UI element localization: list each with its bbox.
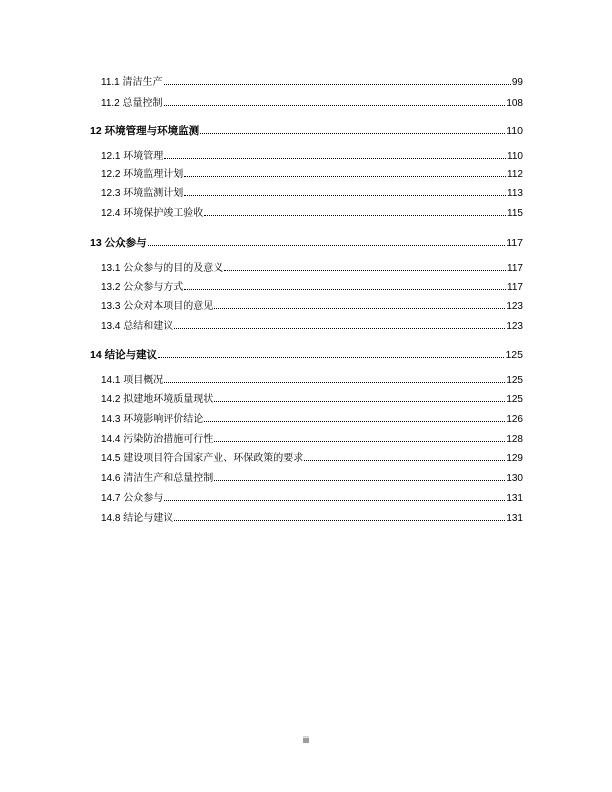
toc-leader-dots (214, 300, 505, 309)
toc-chapter-entry[interactable] (90, 236, 523, 250)
toc-leader-dots (174, 320, 505, 329)
toc-entry-label: 13.1 公众参与的目的及意义 (101, 263, 224, 274)
toc-entry-page: 117 (506, 237, 523, 249)
toc-section-entry[interactable] (101, 262, 523, 276)
toc-entry-label: 13.4 总结和建议 (101, 321, 174, 332)
toc-leader-dots (214, 433, 505, 442)
toc-leader-dots (204, 207, 506, 216)
toc-entry-label: 14.1 项目概况 (101, 375, 164, 386)
toc-entry-page: 113 (507, 188, 523, 199)
toc-entry-page: 125 (506, 375, 523, 386)
toc-entry-page: 123 (506, 301, 523, 312)
toc-section-entry[interactable] (101, 168, 523, 182)
toc-entry-label: 12.4 环境保护竣工验收 (101, 208, 204, 219)
toc-leader-dots (164, 374, 505, 383)
toc-entry-page: 126 (506, 414, 523, 425)
toc-entry-label: 14 结论与建议 (90, 349, 158, 361)
toc-entry-page: 115 (507, 208, 523, 219)
toc-chapter-entry[interactable] (90, 348, 523, 362)
toc-entry-label: 12 环境管理与环境监测 (90, 125, 200, 137)
toc-section-entry[interactable] (101, 150, 523, 164)
toc-leader-dots (184, 168, 506, 177)
toc-leader-dots (184, 187, 506, 196)
toc-entry-label: 12.2 环境监理计划 (101, 169, 184, 180)
toc-entry-label: 13 公众参与 (90, 237, 147, 249)
toc-leader-dots (158, 349, 504, 358)
toc-leader-dots (214, 393, 505, 402)
toc-entry-page: 110 (506, 125, 523, 137)
toc-section-entry[interactable] (101, 320, 523, 334)
toc-leader-dots (184, 281, 506, 290)
toc-chapter-entry[interactable] (90, 124, 523, 138)
toc-section-entry[interactable] (101, 300, 523, 314)
toc-entry-label: 14.7 公众参与 (101, 493, 164, 504)
toc-entry-page: 99 (511, 77, 523, 88)
toc-leader-dots (174, 512, 505, 521)
toc-entry-label: 14.5 建设项目符合国家产业、环保政策的要求 (101, 453, 304, 464)
toc-section-entry[interactable] (101, 374, 523, 388)
toc-leader-dots (200, 125, 505, 134)
toc-leader-dots (224, 262, 506, 271)
toc-entry-page: 125 (506, 394, 523, 405)
toc-entry-label: 14.2 拟建地环境质量现状 (101, 394, 214, 405)
toc-section-entry[interactable] (101, 472, 523, 486)
toc-entry-page: 131 (506, 513, 523, 524)
toc-entry-label: 13.3 公众对本项目的意见 (101, 301, 214, 312)
toc-section-entry[interactable] (101, 207, 523, 221)
toc-leader-dots (164, 150, 506, 159)
toc-entry-page: 110 (507, 151, 523, 162)
toc-leader-dots (164, 97, 506, 106)
toc-entry-page: 128 (506, 434, 523, 445)
toc-entry-label: 11.1 清洁生产 (101, 77, 163, 88)
toc-section-entry[interactable] (101, 512, 523, 526)
toc-entry-label: 12.3 环境监测计划 (101, 188, 184, 199)
toc-section-entry[interactable] (101, 452, 523, 466)
toc-leader-dots (148, 237, 506, 246)
toc-entry-page: 117 (507, 282, 523, 293)
toc-entry-label: 11.2 总量控制 (101, 98, 163, 109)
toc-entry-page: 125 (505, 349, 523, 361)
toc-entry-label: 12.1 环境管理 (101, 151, 164, 162)
toc-leader-dots (204, 413, 505, 422)
toc-leader-dots (214, 472, 505, 481)
toc-entry-page: 123 (506, 321, 523, 332)
toc-entry-label: 14.4 污染防治措施可行性 (101, 434, 214, 445)
toc-entry-label: 14.8 结论与建议 (101, 513, 174, 524)
toc-entry-label: 14.3 环境影响评价结论 (101, 414, 204, 425)
toc-entry-page: 112 (507, 169, 523, 180)
toc-section-entry[interactable] (101, 187, 523, 201)
toc-entry-page: 130 (506, 473, 523, 484)
toc-entry-label: 14.6 清洁生产和总量控制 (101, 473, 214, 484)
toc-section-entry[interactable] (101, 492, 523, 506)
toc-section-entry[interactable] (101, 433, 523, 447)
toc-section-entry[interactable] (101, 76, 523, 90)
toc-section-entry[interactable] (101, 281, 523, 295)
toc-entry-label: 13.2 公众参与方式 (101, 282, 184, 293)
toc-leader-dots (304, 452, 505, 461)
toc-leader-dots (164, 76, 511, 85)
toc-section-entry[interactable] (101, 393, 523, 407)
toc-section-entry[interactable] (101, 413, 523, 427)
toc-entry-page: 117 (507, 263, 523, 274)
toc-entry-page: 131 (506, 493, 523, 504)
toc-section-entry[interactable] (101, 97, 523, 111)
toc-entry-page: 129 (506, 453, 523, 464)
page-number: iii (303, 735, 309, 745)
toc-leader-dots (164, 492, 505, 501)
toc-entry-page: 108 (506, 98, 523, 109)
